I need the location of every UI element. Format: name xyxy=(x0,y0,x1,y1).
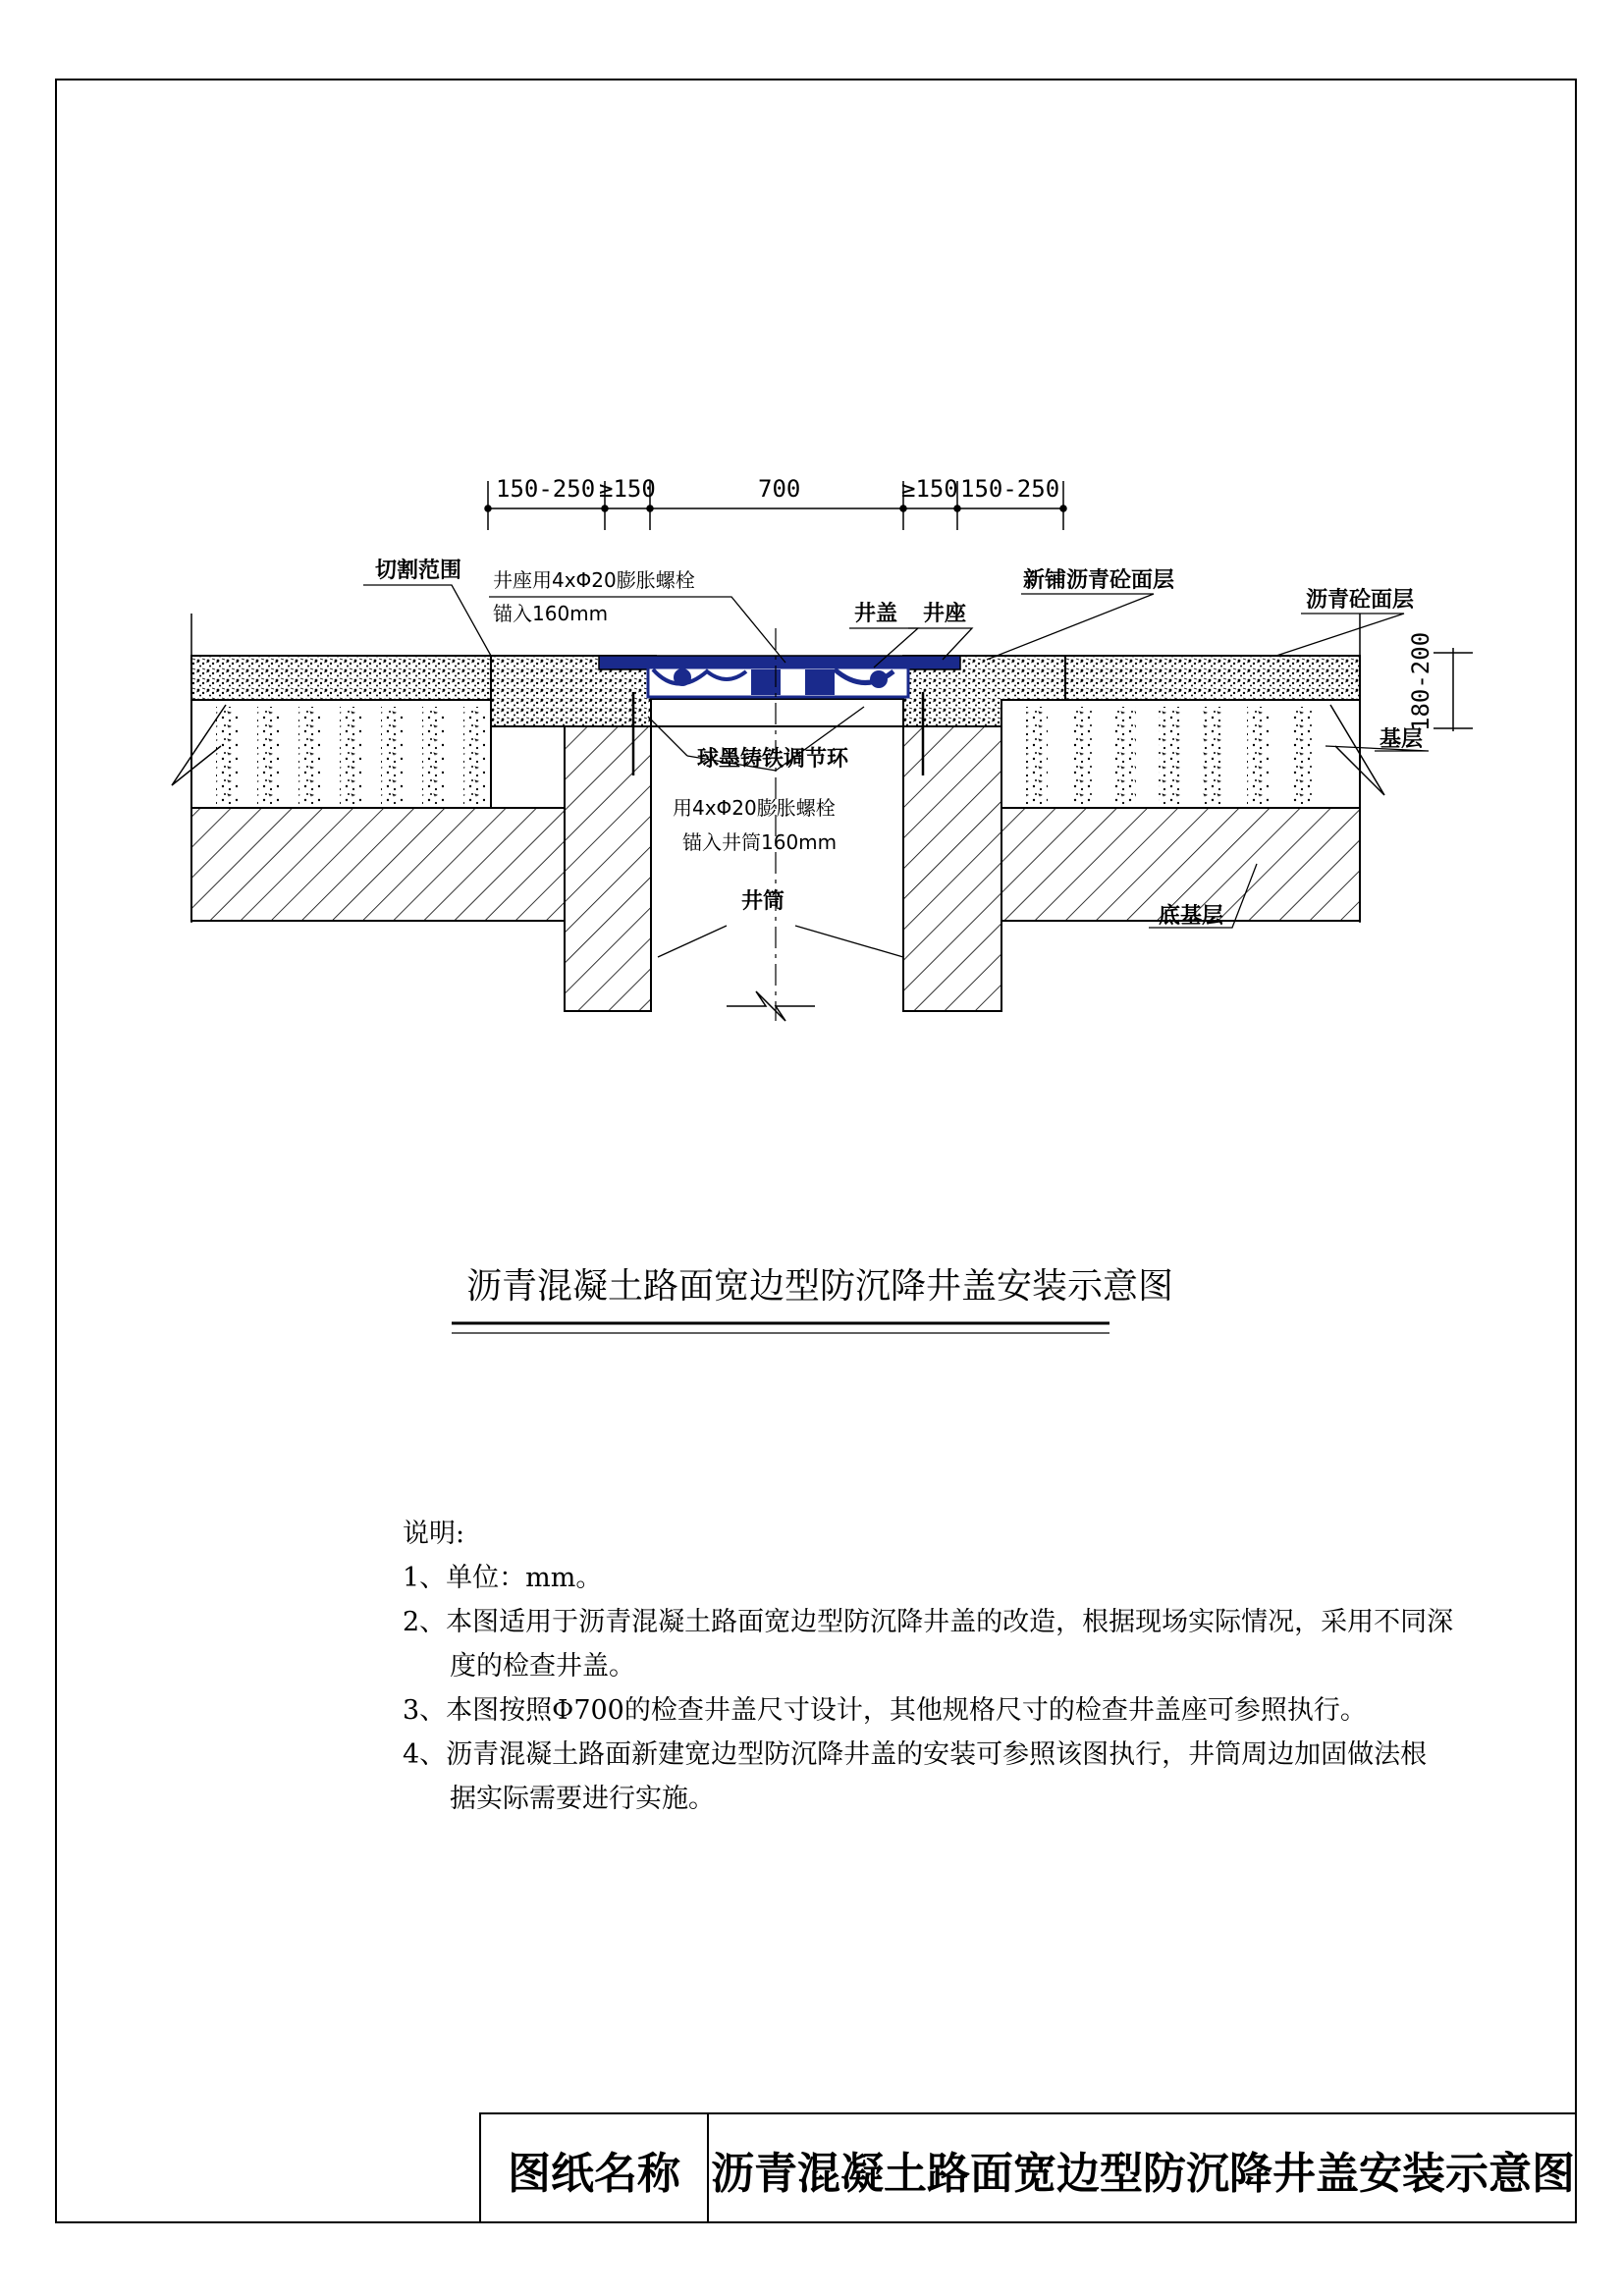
asphalt-layer-left xyxy=(191,656,491,700)
dim-right-cut: 150-250 xyxy=(960,475,1060,503)
label-shaft: 井筒 xyxy=(741,889,785,914)
layer-thickness-dimension xyxy=(1434,648,1473,731)
note-2-cont: 度的检查井盖。 xyxy=(450,1651,635,1682)
dim-middle: 700 xyxy=(758,475,801,503)
diagram-title: 沥青混凝土路面宽边型防沉降井盖安装示意图 xyxy=(466,1266,1174,1307)
note-3: 3、本图按照Φ700的检查井盖尺寸设计，其他规格尺寸的检查井盖座可参照执行。 xyxy=(403,1695,1367,1726)
note-2: 2、本图适用于沥青混凝土路面宽边型防沉降井盖的改造，根据现场实际情况，采用不同深 xyxy=(403,1607,1454,1637)
dim-left-gap: ≥150 xyxy=(599,475,656,503)
notes-heading: 说明: xyxy=(403,1519,465,1549)
note-1: 1、单位：mm。 xyxy=(403,1563,603,1593)
label-ring-bolts-2: 锚入井筒160mm xyxy=(682,830,838,854)
notes-section xyxy=(403,1512,1483,1821)
label-asphalt: 沥青砼面层 xyxy=(1306,588,1415,613)
note-4: 4、沥青混凝土路面新建宽边型防沉降井盖的安装可参照该图执行，井筒周边加固做法根 xyxy=(403,1739,1428,1770)
subbase-left xyxy=(191,808,565,921)
manhole-cover-assembly xyxy=(599,656,960,697)
asphalt-layer-right xyxy=(1065,656,1360,700)
note-4-cont: 据实际需要进行实施。 xyxy=(450,1784,715,1814)
label-seat-bolts-1: 井座用4xΦ20膨胀螺栓 xyxy=(493,568,695,592)
title-block-value: 沥青混凝土路面宽边型防沉降井盖安装示意图 xyxy=(711,2148,1575,2199)
title-block xyxy=(479,2112,1577,2223)
adjustment-ring xyxy=(651,699,903,726)
label-ring: 球墨铸铁调节环 xyxy=(697,747,849,772)
title-block-key: 图纸名称 xyxy=(481,2114,709,2223)
label-cut-range: 切割范围 xyxy=(375,559,462,583)
label-new-asphalt: 新铺沥青砼面层 xyxy=(1023,568,1175,593)
shaft-wall-right xyxy=(903,726,1001,1011)
label-base: 基层 xyxy=(1380,727,1424,752)
break-line xyxy=(727,991,815,1021)
dim-left-cut: 150-250 xyxy=(496,475,596,503)
base-layer-left xyxy=(191,700,491,808)
label-ring-bolts-1: 用4xΦ20膨胀螺栓 xyxy=(673,796,836,820)
dim-layer-thickness: 180-200 xyxy=(1407,631,1434,731)
label-subbase: 底基层 xyxy=(1159,904,1224,929)
label-cover: 井盖 xyxy=(854,602,898,626)
base-layer-right xyxy=(1001,700,1360,808)
label-seat-bolts-2: 锚入160mm xyxy=(493,602,609,625)
dim-right-gap: ≥150 xyxy=(901,475,958,503)
shaft-wall-left xyxy=(565,726,651,1011)
label-seat: 井座 xyxy=(923,602,967,626)
